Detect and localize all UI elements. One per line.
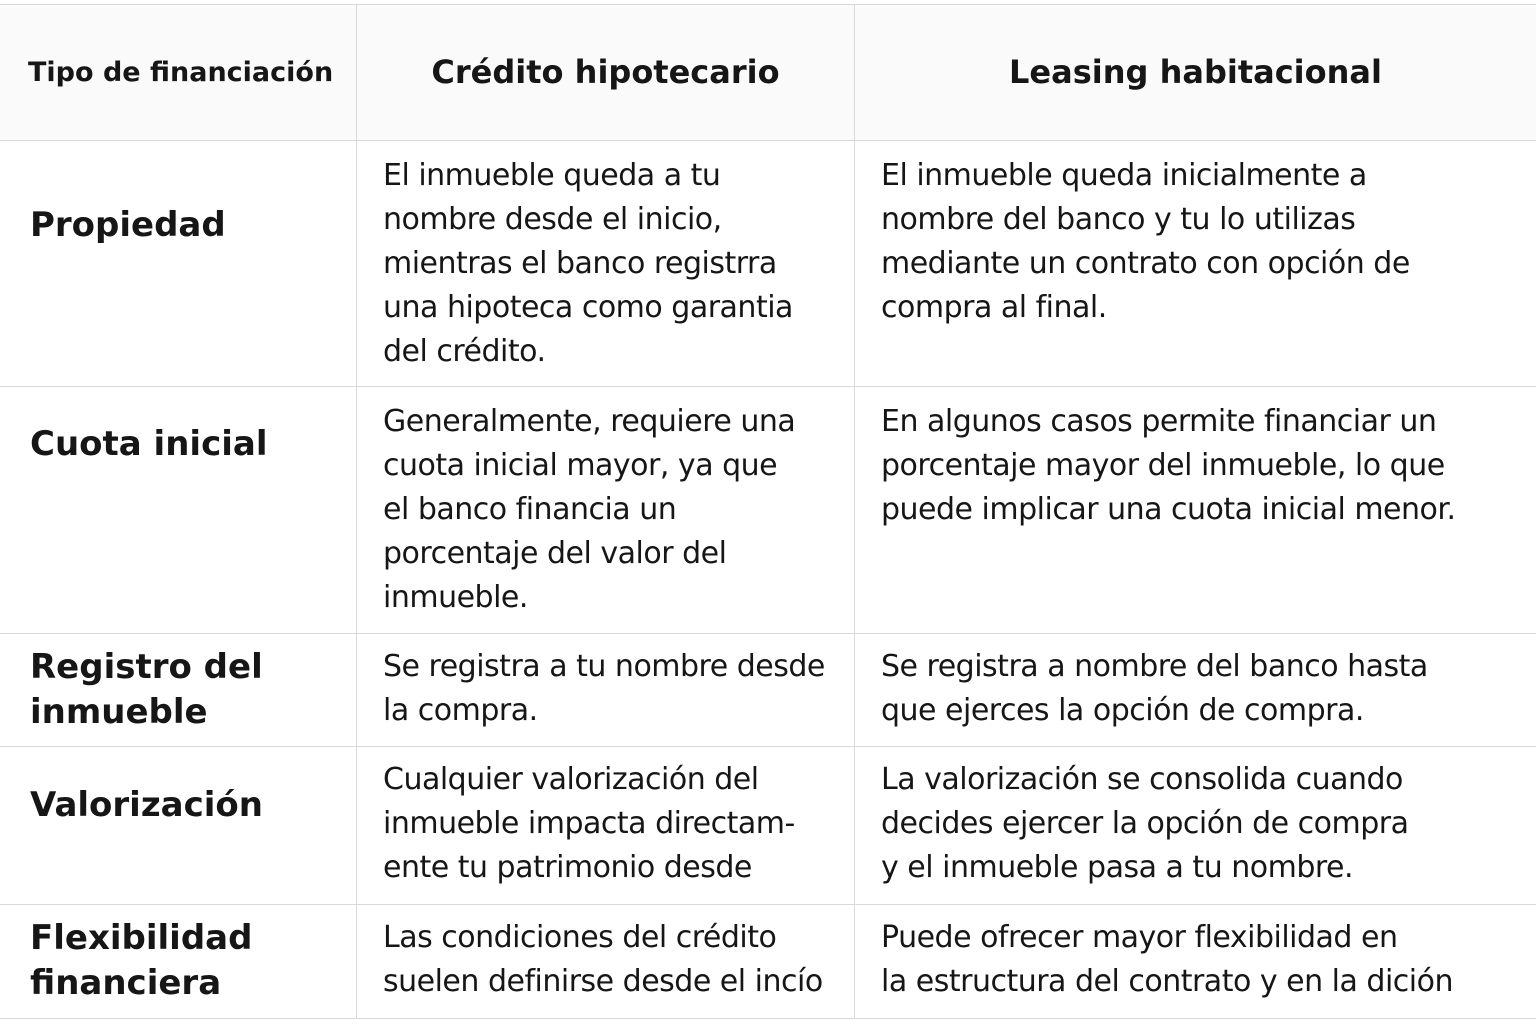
cell-leasing-registro: Se registra a nombre del banco hasta que ejerces la opción de compra. (881, 649, 1428, 728)
table-bottom-border (0, 1018, 1536, 1019)
cell-leasing-propiedad: El inmueble queda inicialmente a nombre del banco y tu lo utilizas mediante un contrato con opción de compra al final. (881, 158, 1410, 325)
cell-credito-valorizacion: Cualquier valorización del inmueble impacta directam- ente tu patrimonio desde (383, 762, 795, 885)
row-divider (0, 904, 1536, 905)
row-divider (0, 746, 1536, 747)
row-label-cuota-inicial: Cuota inicial (30, 424, 268, 464)
row-label-flexibilidad-financiera: Flexibilidad financiera (30, 918, 253, 1003)
cell-credito-registro: Se registra a tu nombre desde la compra. (383, 649, 825, 728)
cell-leasing-flexibilidad: Puede ofrecer mayor flexibilidad en la estructura del contrato y en la dición (881, 920, 1453, 999)
row-label-propiedad: Propiedad (30, 205, 226, 245)
header-divider (0, 140, 1536, 141)
cell-credito-cuota-inicial: Generalmente, requiere una cuota inicial mayor, ya que el banco financia un porcentaje del valor del inmueble. (383, 404, 796, 615)
row-divider (0, 633, 1536, 634)
cell-leasing-cuota-inicial: En algunos casos permite financiar un porcentaje mayor del inmueble, lo que puede implicar una cuota inicial menor. (881, 404, 1456, 527)
cell-credito-propiedad: El inmueble queda a tu nombre desde el inicio, mientras el banco registrra una hipoteca como garantia del crédito. (383, 158, 793, 369)
cell-credito-flexibilidad: Las condiciones del crédito suelen definirse desde el incío (383, 920, 823, 999)
cell-leasing-valorizacion: La valorización se consolida cuando decides ejercer la opción de compra y el inmueble pasa a tu nombre. (881, 762, 1409, 885)
header-credito-hipotecario: Crédito hipotecario (431, 53, 780, 91)
row-label-valorizacion: Valorización (30, 785, 263, 825)
header-tipo-financiacion: Tipo de financiación (28, 56, 334, 88)
row-divider (0, 386, 1536, 387)
header-leasing-habitacional: Leasing habitacional (1009, 53, 1382, 91)
row-label-registro-del-inmueble: Registro del inmueble (30, 647, 263, 732)
